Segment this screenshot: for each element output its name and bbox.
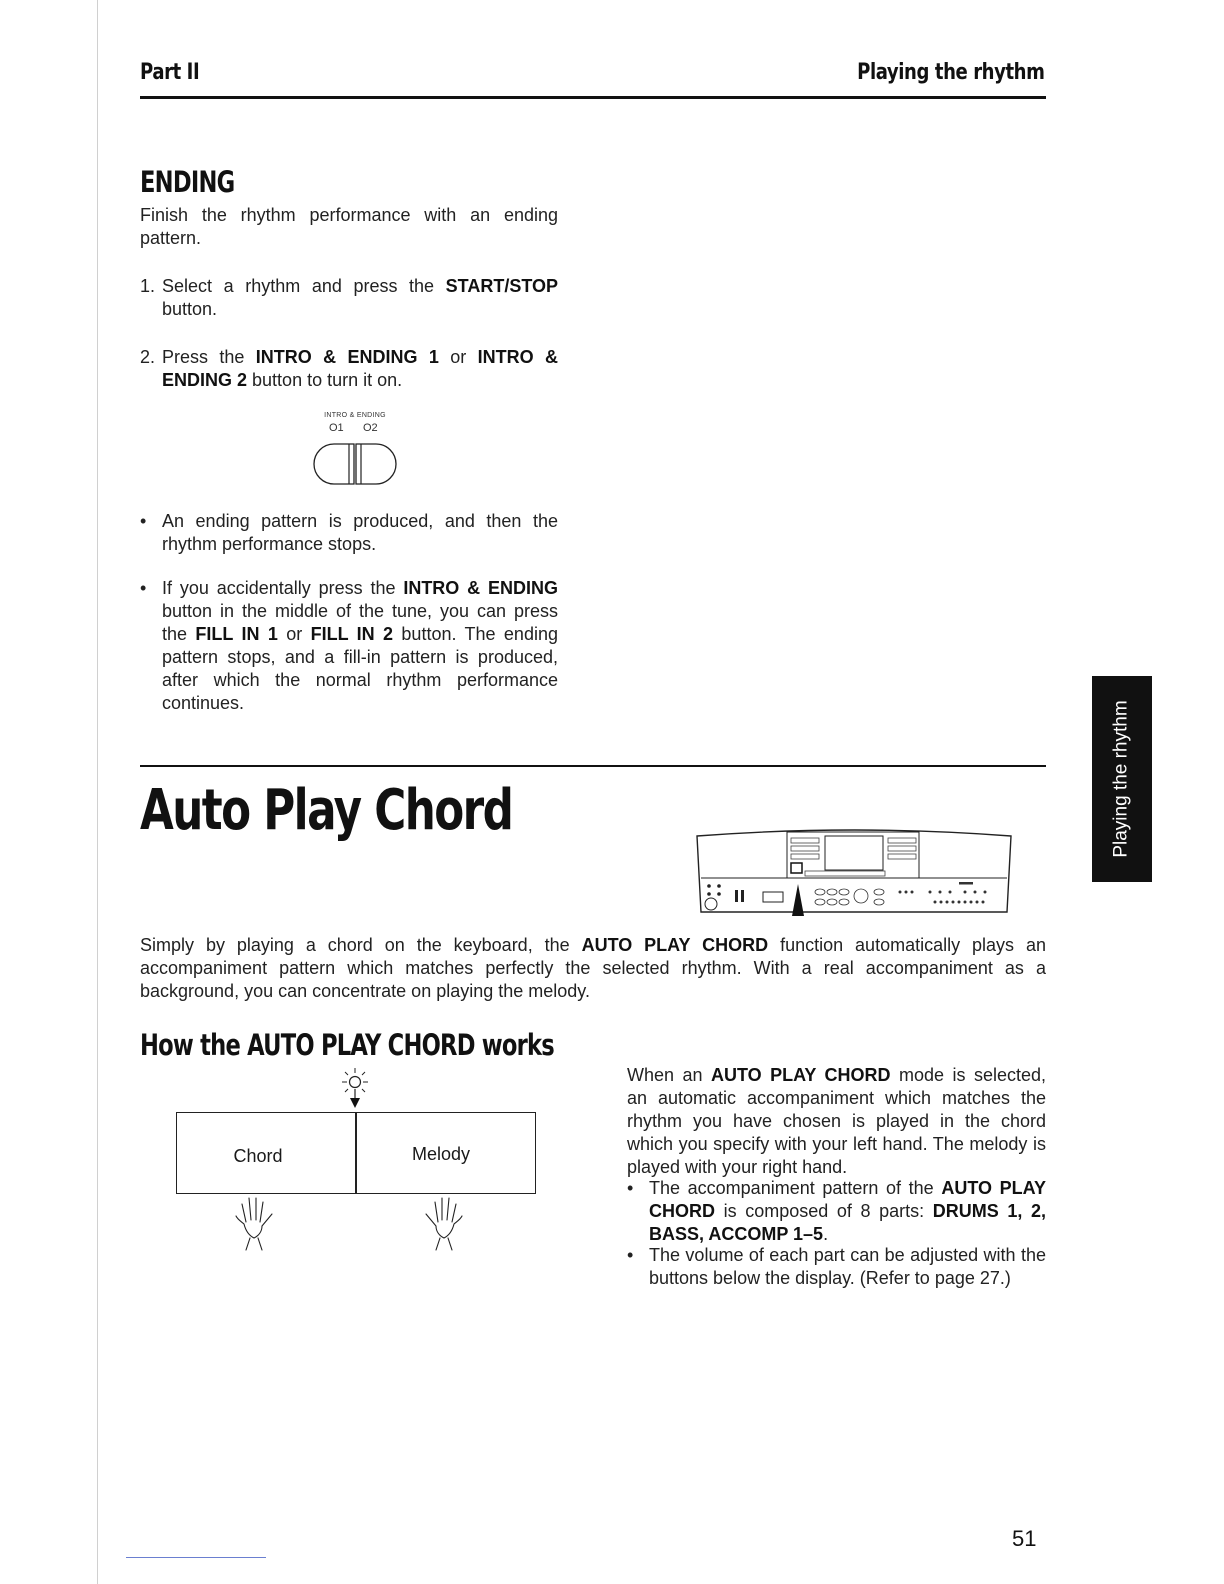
keyboard-split-diagram bbox=[176, 1112, 536, 1194]
melody-label: Melody bbox=[411, 1144, 471, 1164]
intro-ending-button-icon bbox=[300, 436, 410, 492]
sun-indicator-icon bbox=[338, 1066, 372, 1112]
step-number: 2. bbox=[140, 347, 156, 367]
apc-bullet-2: • The volume of each part can be adjusted with the buttons below the display. (Refer to page 27.) bbox=[627, 1245, 1046, 1288]
apc-bullet-1: • The accompaniment pattern of the AUTO PLAY CHORD is composed of 8 parts: DRUMS 1, 2, BASS, ACCOMP 1–5. bbox=[627, 1178, 1046, 1244]
button-figure-label: INTRO & ENDING bbox=[324, 412, 386, 419]
scan-margin-line bbox=[97, 0, 98, 1584]
side-tab bbox=[1092, 676, 1152, 882]
step-number: 1. bbox=[140, 276, 156, 296]
ending-bullet-1: • An ending pattern is produced, and then the rhythm performance stops. bbox=[140, 511, 558, 554]
apc-intro: Simply by playing a chord on the keyboard, the AUTO PLAY CHORD function automatically plays an accompaniment pattern which matches perfectly the selected rhythm. With a real accompaniment as a background, you can concentrate on playing the melody. bbox=[140, 935, 1046, 1001]
apc-subheading: How the AUTO PLAY CHORD works bbox=[140, 1028, 554, 1062]
page-number: 51 bbox=[1012, 1526, 1037, 1551]
ending-step-2: 2. Press the INTRO & ENDING 1 or INTRO & ENDING 2 button to turn it on. bbox=[140, 347, 558, 390]
ending-step-1: 1. Select a rhythm and press the START/STOP button. bbox=[140, 276, 558, 319]
bottom-scan-line bbox=[126, 1557, 266, 1558]
button-figure-num-1: O1 bbox=[329, 422, 344, 434]
header-section: Playing the rhythm bbox=[856, 60, 1044, 85]
ending-intro: Finish the rhythm performance with an ending pattern. bbox=[140, 205, 558, 248]
section-divider bbox=[140, 765, 1046, 767]
bullet-dot-icon: • bbox=[627, 1245, 634, 1265]
left-hand-icon bbox=[228, 1194, 282, 1252]
keyboard-panel-illustration bbox=[695, 822, 1015, 918]
bullet-dot-icon: • bbox=[140, 578, 147, 598]
header-rule bbox=[140, 96, 1046, 99]
bullet-dot-icon: • bbox=[140, 511, 147, 531]
apc-description: When an AUTO PLAY CHORD mode is selected, an automatic accompaniment which matches the rhythm you have chosen is played in the chord which you specify with your left hand. The melody is played with your right hand. bbox=[627, 1065, 1046, 1177]
intro-ending-button-figure bbox=[300, 412, 410, 492]
chord-label: Chord bbox=[233, 1146, 283, 1166]
side-tab-label: Playing the rhythm bbox=[1111, 700, 1133, 858]
ending-heading: ENDING bbox=[140, 165, 235, 199]
bullet-dot-icon: • bbox=[627, 1178, 634, 1198]
header-part: Part II bbox=[140, 60, 200, 85]
ending-bullet-2: • If you accidentally press the INTRO & ENDING button in the middle of the tune, you can press the FILL IN 1 or FILL IN 2 button. The ending pattern stops, and a fill-in pattern is produced, after which the normal rhythm performance continues. bbox=[140, 578, 558, 713]
right-hand-icon bbox=[416, 1194, 470, 1252]
button-figure-num-2: O2 bbox=[363, 422, 378, 434]
apc-title: Auto Play Chord bbox=[140, 778, 513, 843]
